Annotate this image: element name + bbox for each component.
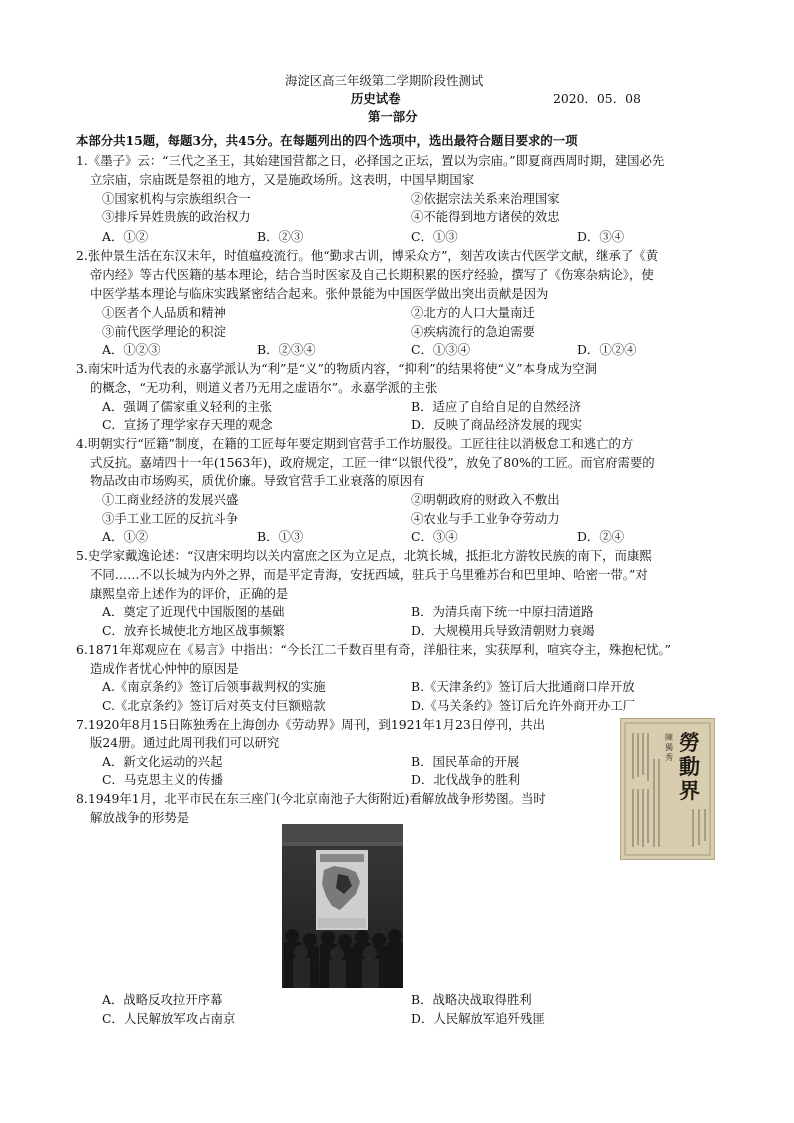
question-stem-line: 康熙皇帝上述作为的评价，正确的是 <box>90 586 289 601</box>
answer-option-a[interactable]: A．强调了儒家重义轻利的主张 <box>102 399 273 414</box>
war-situation-map-photo <box>282 824 403 988</box>
statement: ④农业与手工业争夺劳动力 <box>411 511 560 526</box>
answer-option-d[interactable]: D．反映了商品经济发展的现实 <box>411 417 583 432</box>
question-stem-line: 造成作者忧心忡忡的原因是 <box>90 661 239 676</box>
answer-option-d[interactable]: D．北伐战争的胜利 <box>411 772 521 787</box>
statement: ③前代医学理论的积淀 <box>102 324 226 339</box>
question-stem-line: 解放战争的形势是 <box>90 810 190 825</box>
answer-option-d[interactable]: D．人民解放军追歼残匪 <box>411 1011 545 1026</box>
question-stem-line: 2.张仲景生活在东汉末年，时值瘟疫流行。他“勤求古训，博采众方”，刻苦攻读古代医学文献，继承了《黄 <box>76 248 659 263</box>
answer-option-b[interactable]: B．②③ <box>257 229 304 244</box>
question-stem-line: 4.明朝实行“匠籍”制度，在籍的工匠每年要定期到官营手工作坊服役。工匠往往以消极怠工和逃亡的方 <box>76 436 634 451</box>
question-stem-line: 物品改由市场购买，质优价廉。导致官营手工业衰落的原因有 <box>90 473 425 488</box>
answer-option-c[interactable]: C．马克思主义的传播 <box>102 772 223 787</box>
statement: ③排斥异姓贵族的政治权力 <box>102 209 251 224</box>
question-stem-line: 立宗庙，宗庙既是祭祖的地方，又是施政场所。这表明，中国早期国家 <box>90 172 475 187</box>
statement: ②依据宗法关系来治理国家 <box>411 191 560 206</box>
answer-option-b[interactable]: B．①③ <box>257 529 304 544</box>
answer-option-a[interactable]: A．战略反攻拉开序幕 <box>102 992 223 1007</box>
answer-option-a[interactable]: A．①②③ <box>102 342 161 357</box>
question-stem-line: 版24册。通过此周刊我们可以研究 <box>90 735 280 750</box>
exam-subject-title: 历史试卷 <box>351 91 401 106</box>
answer-option-a[interactable]: A．新文化运动的兴起 <box>102 754 223 769</box>
answer-option-d[interactable]: D．①②④ <box>577 342 637 357</box>
question-stem-line: 7.1920年8月15日陈独秀在上海创办《劳动界》周刊，到1921年1月23日停刊，共出 <box>76 717 546 732</box>
statement: ②明朝政府的财政入不敷出 <box>411 492 560 507</box>
question-stem-line: 帝内经》等古代医籍的基本理论，结合当时医家及自己长期积累的医疗经验，撰写了《伤寒杂病论》，使 <box>90 267 654 282</box>
magazine-side-text: 陳獨秀 <box>665 733 673 762</box>
answer-option-a[interactable]: A．奠定了近现代中国版图的基础 <box>102 604 285 619</box>
exam-school-title: 海淀区高三年级第二学期阶段性测试 <box>285 73 484 88</box>
question-stem-line: 5.史学家戴逸论述：“汉唐宋明均以关内富庶之区为立足点，北筑长城，抵拒北方游牧民族的南下，而康熙 <box>76 548 652 563</box>
exam-date: 2020．05．08 <box>553 91 641 106</box>
part-title: 第一部分 <box>368 109 418 124</box>
answer-option-a[interactable]: A．①② <box>102 529 149 544</box>
question-stem-line: 不同……不以长城为内外之界，而是平定青海，安抚西域，驻兵于乌里雅苏台和巴里坤、哈密一带。”对 <box>90 567 648 582</box>
statement: ②北方的人口大量南迁 <box>411 305 535 320</box>
magazine-title: 勞動界 <box>679 730 700 803</box>
answer-option-c[interactable]: C.《北京条约》签订后对英支付巨额赔款 <box>102 698 326 713</box>
question-stem-line: 3.南宋叶适为代表的永嘉学派认为“利”是“义”的物质内容，“抑利”的结果将使“义”本身成为空洞 <box>76 361 597 376</box>
question-stem-line: 1.《墨子》云：“三代之圣王，其始建国营都之日，必择国之正坛，置以为宗庙。”即夏商西周时期，建国必先 <box>76 153 665 168</box>
answer-option-c[interactable]: C．①③④ <box>411 342 471 357</box>
section-instructions: 本部分共15题，每题3分，共45分。在每题列出的四个选项中，选出最符合题目要求的一项 <box>76 133 578 148</box>
statement: ①国家机构与宗族组织合一 <box>102 191 251 206</box>
answer-option-b[interactable]: B．战略决战取得胜利 <box>411 992 532 1007</box>
historical-photo-graphic <box>282 824 403 988</box>
answer-option-c[interactable]: C．①③ <box>411 229 458 244</box>
question-stem-line: 中医学基本理论与临床实践紧密结合起来。张仲景能为中国医学做出突出贡献是因为 <box>90 286 549 301</box>
statement: ①工商业经济的发展兴盛 <box>102 492 239 507</box>
answer-option-c[interactable]: C．宣扬了理学家存天理的观念 <box>102 417 273 432</box>
question-stem-line: 的概念，“无功利，则道义者乃无用之虚语尔”。永嘉学派的主张 <box>90 380 438 395</box>
answer-option-d[interactable]: D.《马关条约》签订后允许外商开办工厂 <box>411 698 636 713</box>
answer-option-b[interactable]: B．国民革命的开展 <box>411 754 520 769</box>
answer-option-c[interactable]: C．人民解放军攻占南京 <box>102 1011 236 1026</box>
answer-option-d[interactable]: D．大规模用兵导致清朝财力衰竭 <box>411 623 595 638</box>
answer-option-b[interactable]: B．适应了自给自足的自然经济 <box>411 399 582 414</box>
answer-option-b[interactable]: B．②③④ <box>257 342 316 357</box>
answer-option-d[interactable]: D．②④ <box>577 529 625 544</box>
answer-option-d[interactable]: D．③④ <box>577 229 625 244</box>
answer-option-a[interactable]: A.《南京条约》签订后领事裁判权的实施 <box>102 679 326 694</box>
statement: ④疾病流行的急迫需要 <box>411 324 535 339</box>
laodongjie-magazine-image <box>620 718 715 860</box>
answer-option-b[interactable]: B.《天津条约》签订后大批通商口岸开放 <box>411 679 635 694</box>
question-stem-line: 6.1871年郑观应在《易言》中指出：“今长江二千数百里有奇，洋船往来，实获厚利，喧宾夺主，殊抱杞忧。” <box>76 642 672 657</box>
statement: ③手工业工匠的反抗斗争 <box>102 511 239 526</box>
answer-option-a[interactable]: A．①② <box>102 229 149 244</box>
answer-option-c[interactable]: C．放弃长城使北方地区战事频繁 <box>102 623 285 638</box>
statement: ①医者个人品质和精神 <box>102 305 226 320</box>
answer-option-b[interactable]: B．为清兵南下统一中原扫清道路 <box>411 604 594 619</box>
answer-option-c[interactable]: C．③④ <box>411 529 458 544</box>
question-stem-line: 8.1949年1月，北平市民在东三座门(今北京南池子大街附近)看解放战争形势图。当时 <box>76 791 546 806</box>
question-stem-line: 式反抗。嘉靖四十一年(1563年)，政府规定，工匠一律“以银代役”，放免了80%的工匠。而官府需要的 <box>90 455 655 470</box>
statement: ④不能得到地方诸侯的效忠 <box>411 209 560 224</box>
